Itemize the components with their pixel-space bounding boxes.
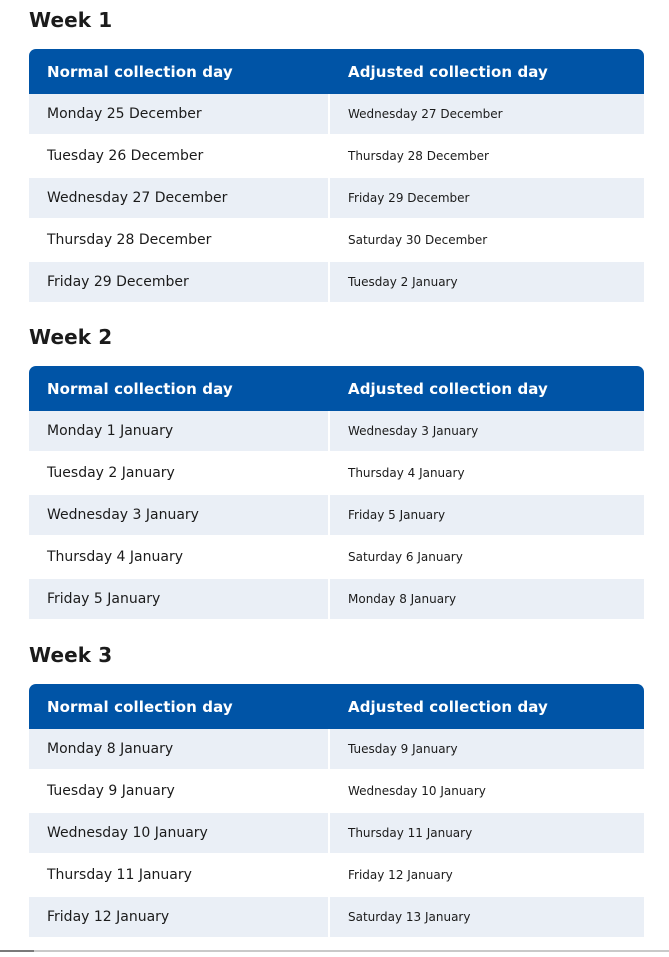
normal-day-cell: Tuesday 9 January xyxy=(29,769,330,811)
week-heading: Week 2 xyxy=(29,325,113,349)
horizontal-scrollbar[interactable] xyxy=(0,950,669,952)
adjusted-day-header: Adjusted collection day xyxy=(330,366,644,411)
normal-day-cell: Thursday 11 January xyxy=(29,853,330,895)
normal-day-cell: Monday 25 December xyxy=(29,94,330,134)
adjusted-day-cell: Tuesday 2 January xyxy=(330,260,644,302)
table-header-row xyxy=(29,49,644,94)
table-row xyxy=(29,176,644,218)
table-row xyxy=(29,535,644,577)
adjusted-day-cell: Saturday 30 December xyxy=(330,218,644,260)
adjusted-day-cell: Thursday 28 December xyxy=(330,134,644,176)
normal-day-cell: Wednesday 10 January xyxy=(29,811,330,853)
table-row xyxy=(29,729,644,769)
week-section-2 xyxy=(29,317,644,619)
adjusted-day-header: Adjusted collection day xyxy=(330,49,644,94)
table-row xyxy=(29,451,644,493)
adjusted-day-cell: Thursday 4 January xyxy=(330,451,644,493)
adjusted-day-cell: Saturday 6 January xyxy=(330,535,644,577)
normal-day-cell: Friday 29 December xyxy=(29,260,330,302)
table-row xyxy=(29,134,644,176)
normal-day-cell: Thursday 4 January xyxy=(29,535,330,577)
table-header-row xyxy=(29,684,644,729)
week-section-1 xyxy=(29,0,644,302)
normal-day-cell: Monday 1 January xyxy=(29,411,330,451)
week-heading: Week 3 xyxy=(29,643,113,667)
table-row xyxy=(29,94,644,134)
normal-day-header: Normal collection day xyxy=(29,684,330,729)
table-row xyxy=(29,769,644,811)
adjusted-day-cell: Wednesday 27 December xyxy=(330,94,644,134)
normal-day-cell: Wednesday 27 December xyxy=(29,176,330,218)
table-row xyxy=(29,411,644,451)
table-row xyxy=(29,260,644,302)
normal-day-cell: Friday 5 January xyxy=(29,577,330,619)
table-header-row xyxy=(29,366,644,411)
normal-day-header: Normal collection day xyxy=(29,49,330,94)
adjusted-day-cell: Thursday 11 January xyxy=(330,811,644,853)
normal-day-cell: Tuesday 26 December xyxy=(29,134,330,176)
normal-day-cell: Thursday 28 December xyxy=(29,218,330,260)
table-row xyxy=(29,811,644,853)
normal-day-header: Normal collection day xyxy=(29,366,330,411)
table-row xyxy=(29,218,644,260)
normal-day-cell: Monday 8 January xyxy=(29,729,330,769)
scrollbar-thumb[interactable] xyxy=(0,950,34,952)
adjusted-day-cell: Friday 12 January xyxy=(330,853,644,895)
adjusted-day-cell: Friday 29 December xyxy=(330,176,644,218)
adjusted-day-cell: Saturday 13 January xyxy=(330,895,644,937)
adjusted-day-cell: Wednesday 3 January xyxy=(330,411,644,451)
adjusted-day-cell: Monday 8 January xyxy=(330,577,644,619)
week-heading: Week 1 xyxy=(29,8,113,32)
collection-table xyxy=(29,684,644,937)
table-row xyxy=(29,895,644,937)
table-row xyxy=(29,853,644,895)
collection-table xyxy=(29,366,644,619)
normal-day-cell: Tuesday 2 January xyxy=(29,451,330,493)
normal-day-cell: Friday 12 January xyxy=(29,895,330,937)
adjusted-day-cell: Friday 5 January xyxy=(330,493,644,535)
adjusted-day-header: Adjusted collection day xyxy=(330,684,644,729)
table-row xyxy=(29,577,644,619)
normal-day-cell: Wednesday 3 January xyxy=(29,493,330,535)
adjusted-day-cell: Tuesday 9 January xyxy=(330,729,644,769)
table-row xyxy=(29,493,644,535)
collection-table xyxy=(29,49,644,302)
week-section-3 xyxy=(29,635,644,937)
adjusted-day-cell: Wednesday 10 January xyxy=(330,769,644,811)
